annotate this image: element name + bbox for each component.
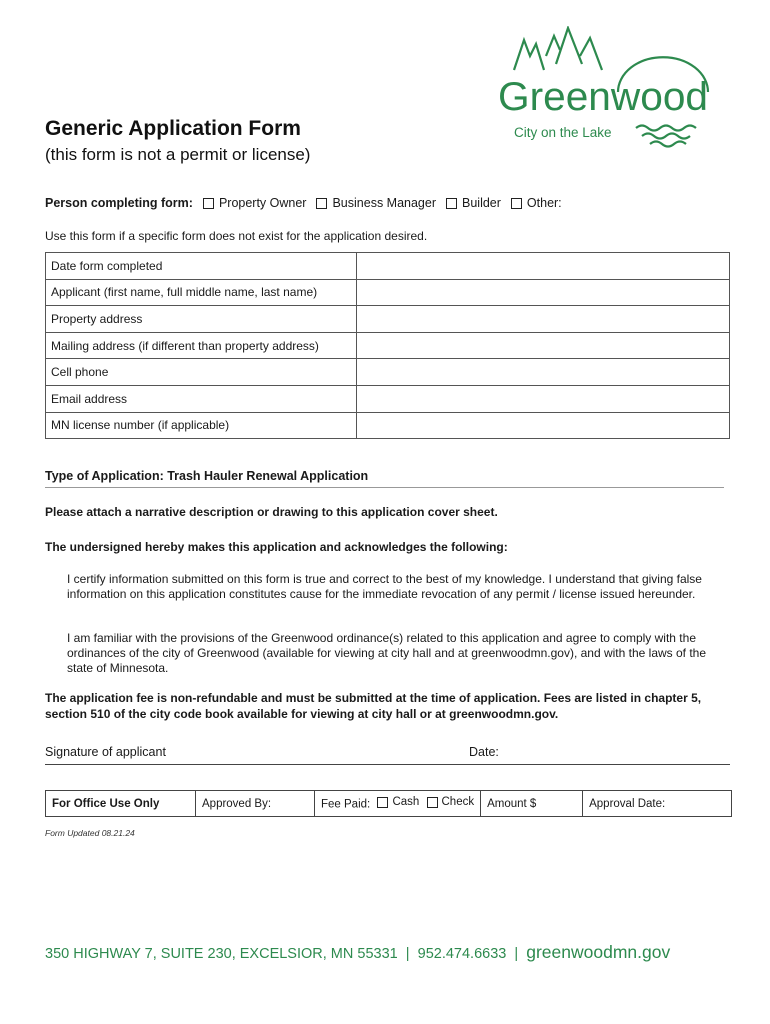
checkbox-icon[interactable] bbox=[377, 797, 388, 808]
table-row bbox=[46, 385, 730, 412]
option-label: Property Owner bbox=[218, 196, 307, 210]
field-label: Cell phone bbox=[46, 359, 357, 386]
fee-paid-label: Fee Paid: bbox=[321, 798, 371, 811]
undersigned-heading: The undersigned hereby makes this application and acknowledges the following: bbox=[45, 540, 508, 554]
field-label: Applicant (first name, full middle name, last name) bbox=[46, 279, 357, 306]
person-completing-row bbox=[45, 196, 572, 210]
date-label: Date: bbox=[469, 745, 499, 759]
business-manager-option[interactable] bbox=[316, 196, 436, 210]
footer-phone: 952.474.6633 bbox=[417, 946, 507, 962]
property-address-field[interactable] bbox=[357, 306, 730, 333]
check-label: Check bbox=[441, 796, 475, 809]
approved-by-label: Approved By: bbox=[202, 797, 272, 810]
option-label: Other: bbox=[526, 196, 562, 210]
cash-option[interactable] bbox=[373, 796, 419, 808]
certify-paragraph: I certify information submitted on this form is true and correct to the best of my knowledge. I understand that giving false information on this application constitutes cause for the immediate revocation of any permit / license issued hereunder. bbox=[67, 572, 702, 601]
footer-website-link[interactable]: greenwoodmn.gov bbox=[526, 942, 671, 962]
amount-cell[interactable] bbox=[481, 791, 583, 817]
field-label: Email address bbox=[46, 385, 357, 412]
tree-icon bbox=[546, 36, 560, 56]
table-row bbox=[46, 253, 730, 280]
mailing-address-field[interactable] bbox=[357, 332, 730, 359]
footer-separator: | bbox=[405, 946, 410, 962]
option-label: Business Manager bbox=[332, 196, 436, 210]
signature-line[interactable] bbox=[45, 745, 730, 765]
form-updated-note: Form Updated 08.21.24 bbox=[45, 828, 135, 838]
field-label: MN license number (if applicable) bbox=[46, 412, 357, 439]
footer bbox=[45, 942, 670, 963]
table-row bbox=[46, 412, 730, 439]
fee-paid-cell bbox=[315, 791, 481, 817]
greenwood-logo bbox=[496, 26, 712, 154]
logo-tagline: City on the Lake bbox=[514, 125, 612, 140]
builder-option[interactable] bbox=[446, 196, 501, 210]
checkbox-icon[interactable] bbox=[427, 797, 438, 808]
wave-icon bbox=[636, 126, 696, 131]
table-row bbox=[46, 306, 730, 333]
intro-text: Use this form if a specific form does not exist for the application desired. bbox=[45, 229, 428, 243]
office-use-table bbox=[45, 790, 732, 817]
mn-license-field[interactable] bbox=[357, 412, 730, 439]
table-row bbox=[46, 791, 732, 817]
applicant-name-field[interactable] bbox=[357, 279, 730, 306]
approval-date-label: Approval Date: bbox=[589, 797, 666, 810]
page-title: Generic Application Form bbox=[45, 117, 301, 140]
other-option[interactable] bbox=[511, 196, 562, 210]
field-label: Property address bbox=[46, 306, 357, 333]
footer-address: 350 HIGHWAY 7, SUITE 230, EXCELSIOR, MN 55331 bbox=[45, 946, 398, 962]
cash-label: Cash bbox=[392, 796, 420, 809]
check-option[interactable] bbox=[423, 796, 475, 808]
fee-note: The application fee is non-refundable and must be submitted at the time of application. Fees are listed in chapter 5, section 510 of the city code book available for viewing at city hall or at greenwoodmn.gov. bbox=[45, 691, 702, 721]
wave-icon bbox=[642, 134, 690, 139]
amount-label: Amount $ bbox=[487, 797, 537, 810]
checkbox-icon[interactable] bbox=[316, 198, 327, 209]
table-row bbox=[46, 332, 730, 359]
tree-icon bbox=[556, 28, 582, 64]
page-subtitle: (this form is not a permit or license) bbox=[45, 145, 311, 164]
checkbox-icon[interactable] bbox=[511, 198, 522, 209]
tree-icon bbox=[580, 38, 602, 70]
type-of-application: Type of Application: Trash Hauler Renewal Application bbox=[45, 469, 724, 488]
familiar-paragraph: I am familiar with the provisions of the Greenwood ordinance(s) related to this application and agree to comply with the ordinances of the city of Greenwood (available for viewing at city hall and at greenwoodmn.gov), and with the laws of the state of Minnesota. bbox=[67, 631, 707, 675]
field-label: Date form completed bbox=[46, 253, 357, 280]
table-row bbox=[46, 279, 730, 306]
checkbox-icon[interactable] bbox=[446, 198, 457, 209]
cell-phone-field[interactable] bbox=[357, 359, 730, 386]
approval-date-cell[interactable] bbox=[583, 791, 732, 817]
logo-name: Greenwood bbox=[498, 75, 708, 119]
date-completed-field[interactable] bbox=[357, 253, 730, 280]
email-field[interactable] bbox=[357, 385, 730, 412]
field-label: Mailing address (if different than property address) bbox=[46, 332, 357, 359]
approved-by-cell[interactable] bbox=[196, 791, 315, 817]
tree-icon bbox=[514, 40, 544, 70]
person-label: Person completing form: bbox=[45, 196, 193, 210]
applicant-info-table bbox=[45, 252, 730, 439]
attach-note: Please attach a narrative description or drawing to this application cover sheet. bbox=[45, 505, 498, 519]
property-owner-option[interactable] bbox=[203, 196, 307, 210]
checkbox-icon[interactable] bbox=[203, 198, 214, 209]
footer-separator: | bbox=[514, 946, 519, 962]
wave-icon bbox=[650, 142, 686, 147]
signature-label: Signature of applicant bbox=[45, 745, 166, 759]
table-row bbox=[46, 359, 730, 386]
office-use-title: For Office Use Only bbox=[46, 791, 196, 817]
option-label: Builder bbox=[462, 196, 501, 210]
